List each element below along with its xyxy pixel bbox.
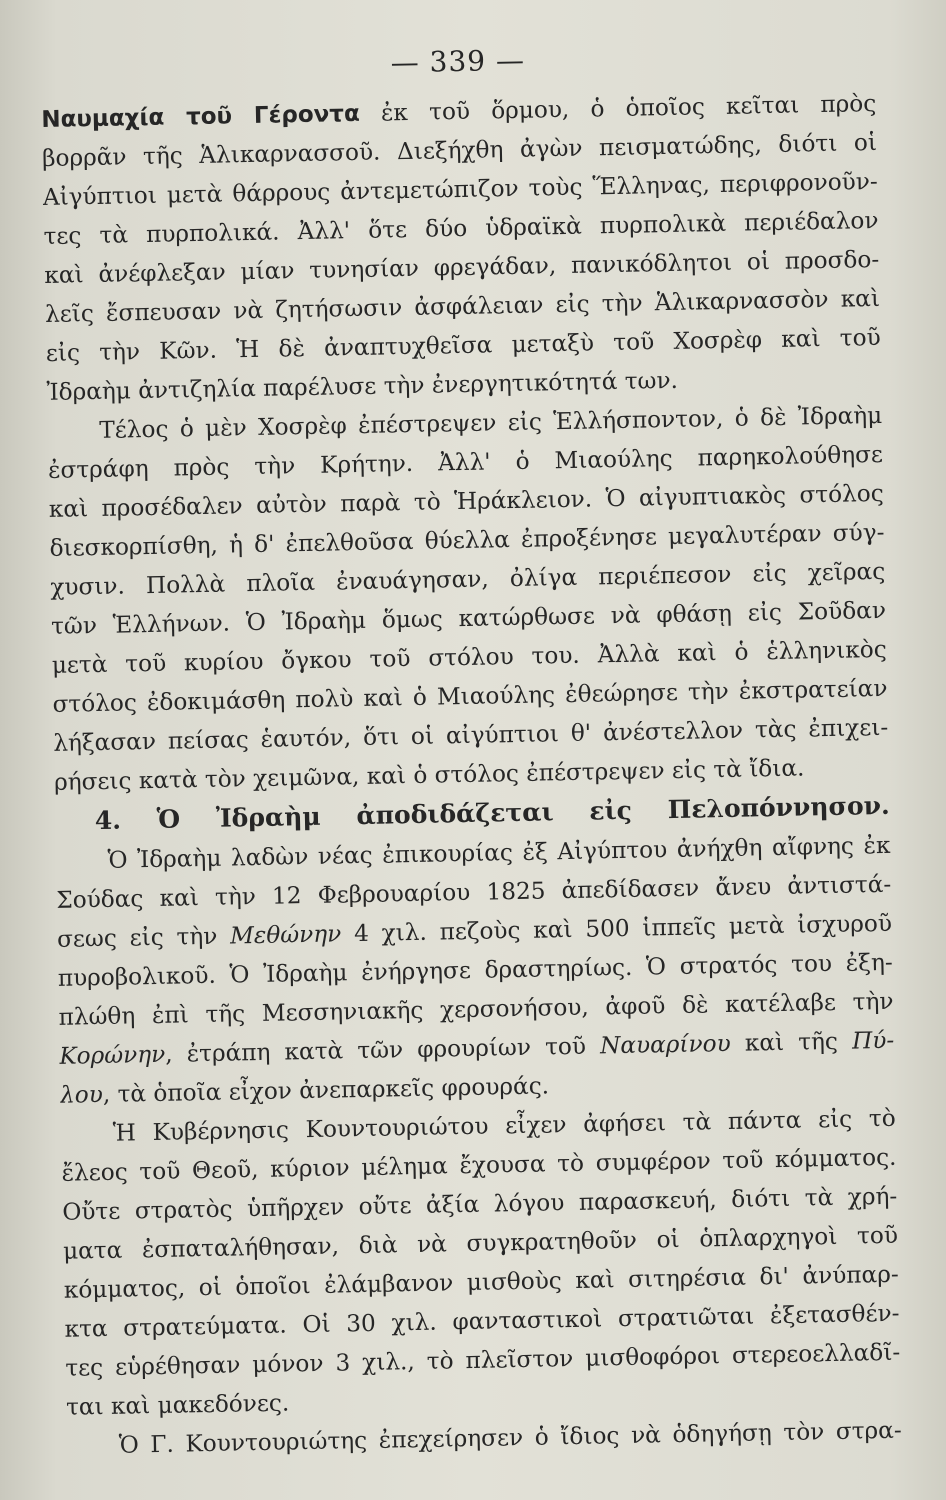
paragraph-retreat — [47, 396, 889, 802]
text-line: ματα ἐσπαταλήθησαν, διὰ νὰ συγκρατηθοῦν οἱ ὁπλαρχηγοὶ τοῦ — [62, 1221, 899, 1265]
text-line: βορρᾶν τῆς Ἁλικαρνασσοῦ. Διεξήχθη ἀγὼν πεισματώδης, διότι οἱ — [41, 128, 878, 172]
text-line: κτα στρατεύματα. Οἱ 30 χιλ. φανταστικοὶ στρατιῶται ἐξετασθέν- — [64, 1299, 900, 1343]
text-line: ἐστράφη πρὸς τὴν Κρήτην. Ἀλλ' ὁ Μιαούλης παρηκολούθησε — [47, 440, 884, 484]
place-name: Ναυαρίνου — [599, 1029, 731, 1060]
text-line: κόμματος, οἱ ὁποῖοι ἐλάμβανον μισθοὺς καὶ σιτηρέσια δι' ἀνύπαρ- — [63, 1260, 899, 1304]
text-line: Ἡ Κυβέρνησις Κουντουριώτου εἶχεν ἀφήσει τὰ πάντα εἰς τὸ — [112, 1104, 896, 1147]
place-name: Κορώνην — [59, 1040, 166, 1070]
text-line: Κορώνην, ἐτράπη κατὰ τῶν φρουρίων τοῦ Ναυαρίνου καὶ τῆς Πύ- — [59, 1026, 895, 1070]
text-line: Σούδας καὶ τὴν 12 Φεβρουαρίου 1825 ἀπεδίδασεν ἄνευ ἀντιστά- — [56, 870, 892, 914]
text-line: Ναυμαχία τοῦ Γέροντα ἐκ τοῦ ὅρμου, ὁ ὁποῖος κεῖται πρὸς — [41, 89, 877, 133]
paragraph-government — [60, 1099, 901, 1427]
text-line: λεῖς ἔσπευσαν νὰ ζητήσωσιν ἀσφάλειαν εἰς τὴν Ἁλικαρνασσὸν καὶ — [44, 284, 881, 328]
text-line: ται καὶ μακεδόνες. — [65, 1389, 290, 1421]
text-line: τῶν Ἑλλήνων. Ὁ Ἰδραὴμ ὅμως κατώρθωσε νὰ φθάσῃ εἰς Σοῦδαν — [50, 596, 887, 640]
text-line: λήξασαν πείσας ἑαυτόν, ὅτι οἱ αἰγύπτιοι θ' ἀνέστελλον τὰς ἐπιχει- — [53, 713, 889, 757]
text-line: ρήσεις κατὰ τὸν χειμῶνα, καὶ ὁ στόλος ἐπέστρεψεν εἰς τὰ ἴδια. — [53, 754, 805, 796]
text-line: λου, τὰ ὁποῖα εἶχον ἀνεπαρκεῖς φρουράς. — [59, 1072, 550, 1109]
page-number: — 339 — — [390, 43, 526, 80]
text-line: ἔλεος τοῦ Θεοῦ, κύριον μέλημα ἔχουσα τὸ συμφέρον τοῦ κόμματος. — [61, 1143, 897, 1187]
paragraph-ibrahim-landing — [55, 826, 895, 1115]
text-line: Ὁ Γ. Κουντουριώτης ἐπεχείρησεν ὁ ἴδιος νὰ ὁδηγήσῃ τὸν στρα- — [118, 1416, 902, 1459]
text-line: Οὔτε στρατὸς ὑπῆρχεν οὔτε ἀξία λόγου παρασκευή, διότι τὰ χρή- — [62, 1182, 898, 1226]
paragraph-naval-battle — [41, 84, 882, 412]
text-line: διεσκορπίσθη, ἡ δ' ἐπελθοῦσα θύελλα ἐπροξένησε μεγαλυτέραν σύγ- — [49, 518, 885, 562]
text-line: Ἰδραὴμ ἀντιζηλία παρέλυσε τὴν ἐνεργητικότητά των. — [46, 366, 679, 406]
text-line: Ὁ Ἰδραὴμ λαδὼν νέας ἐπικουρίας ἐξ Αἰγύπτου ἀνήχθη αἴφνης ἐκ — [107, 831, 891, 874]
text-line: τες τὰ πυρπολικά. Ἀλλ' ὅτε δύο ὑδραϊκὰ πυρπολικὰ περιέδαλον — [43, 206, 879, 250]
text-line: σεως εἰς τὴν Μεθώνην 4 χιλ. πεζοὺς καὶ 500 ἱππεῖς μετὰ ἰσχυροῦ — [56, 909, 893, 953]
text-line: τες εὑρέθησαν μόνον 3 χιλ., τὸ πλεῖστον μισθοφόροι στερεοελλαδῖ- — [65, 1338, 901, 1382]
page-text-block — [40, 34, 902, 1466]
text-line: πυροβολικοῦ. Ὁ Ἰδραὴμ ἐνήργησε δραστηρίως. Ὁ στρατός του ἐξη- — [57, 948, 893, 992]
text-line: καὶ προσέδαλεν αὐτὸν παρὰ τὸ Ἡράκλειον. Ὁ αἰγυπτιακὸς στόλος — [48, 479, 884, 523]
place-name: Πύ- — [851, 1026, 895, 1055]
text-line: στόλος ἐδοκιμάσθη πολὺ καὶ ὁ Μιαούλης ἐθεώρησε τὴν ἐκστρατείαν — [52, 674, 888, 718]
section-heading: 4. Ὁ Ἰδραὴμ ἀποδιδάζεται εἰς Πελοπόννησον. — [94, 790, 890, 836]
run-in-heading: Ναυμαχία τοῦ Γέροντα — [41, 100, 361, 133]
text-line: εἰς τὴν Κῶν. Ἡ δὲ ἀναπτυχθεῖσα μεταξὺ τοῦ Χοσρὲφ καὶ τοῦ — [45, 323, 881, 367]
text-line: Τέλος ὁ μὲν Χοσρὲφ ἐπέστρεψεν εἰς Ἑλλήσποντον, ὁ δὲ Ἰδραὴμ — [99, 401, 883, 444]
text-line: Αἰγύπτιοι μετὰ θάρρους ἀντεμετώπιζον τοὺς Ἕλληνας, περιφρονοῦν- — [42, 167, 878, 211]
text-line: μετὰ τοῦ κυρίου ὄγκου τοῦ στόλου του. Ἀλλὰ καὶ ὁ ἑλληνικὸς — [51, 635, 887, 679]
text-line: πλώθη ἐπὶ τῆς Μεσσηνιακῆς χερσονήσου, ἀφοῦ δὲ κατέλαβε τὴν — [58, 987, 894, 1031]
place-name: Μεθώνην — [229, 920, 342, 950]
text-line: χυσιν. Πολλὰ πλοῖα ἐναυάγησαν, ὀλίγα περιέπεσον εἰς χεῖρας — [50, 557, 886, 601]
text-line: καὶ ἀνέφλεξαν μίαν τυνησίαν φρεγάδαν, πανικόδλητοι οἱ προσδο- — [44, 245, 880, 289]
place-name: λου — [59, 1080, 104, 1109]
